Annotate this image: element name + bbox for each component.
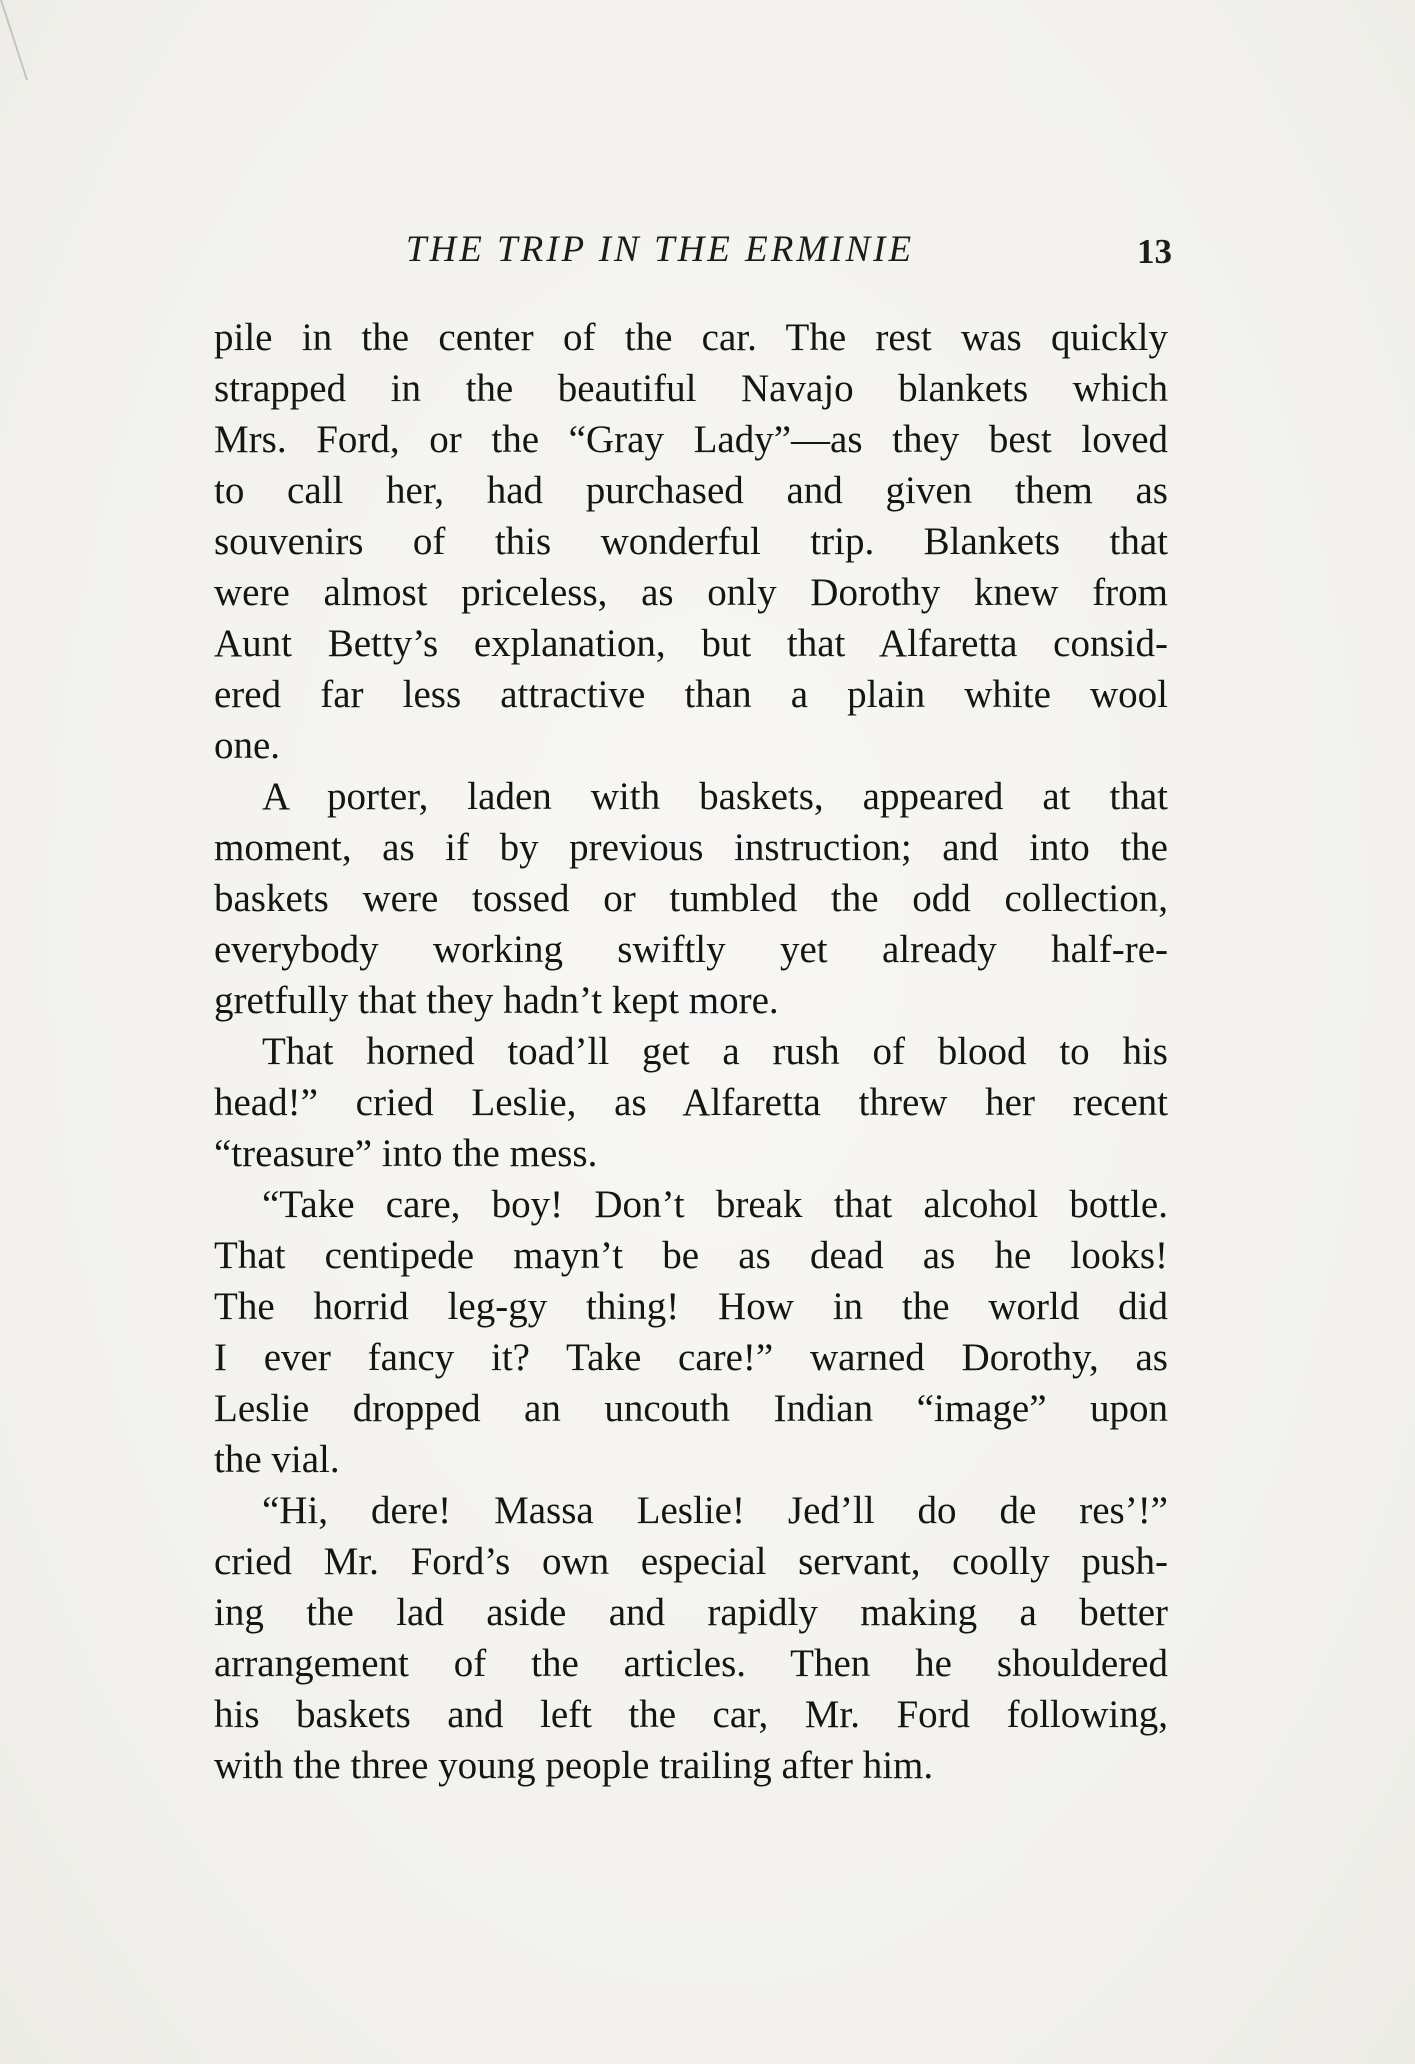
text-line: “treasure” into the mess. <box>214 1132 598 1175</box>
paragraph <box>214 312 1168 771</box>
text-line: moment, as if by previous instruction; and into the <box>214 826 1168 869</box>
body-text <box>214 312 1168 1791</box>
text-line: cried Mr. Ford’s own especial servant, coolly push- <box>214 1540 1168 1583</box>
text-line: ered far less attractive than a plain white wool <box>214 673 1168 716</box>
text-line: Aunt Betty’s explanation, but that Alfaretta consid- <box>214 622 1168 665</box>
text-line: “Take care, boy! Don’t break that alcohol bottle. <box>262 1183 1168 1226</box>
text-line: Leslie dropped an uncouth Indian “image” upon <box>214 1387 1168 1430</box>
text-line: his baskets and left the car, Mr. Ford following, <box>214 1693 1168 1736</box>
paragraph <box>214 1179 1168 1485</box>
text-line: were almost priceless, as only Dorothy knew from <box>214 571 1168 614</box>
text-line: “Hi, dere! Massa Leslie! Jed’ll do de res’!” <box>262 1489 1168 1532</box>
text-line: souvenirs of this wonderful trip. Blankets that <box>214 520 1168 563</box>
text-line: Mrs. Ford, or the “Gray Lady”—as they best loved <box>214 418 1168 461</box>
text-line: gretfully that they hadn’t kept more. <box>214 979 779 1022</box>
running-title: THE TRIP IN THE ERMINIE <box>405 229 915 270</box>
text-line: to call her, had purchased and given them as <box>214 469 1168 512</box>
paragraph <box>214 771 1168 1026</box>
paragraph <box>214 1485 1168 1791</box>
text-line: The horrid leg-gy thing! How in the world did <box>214 1285 1168 1328</box>
text-line: everybody working swiftly yet already half-re- <box>214 928 1168 971</box>
page-edge-mark <box>0 0 68 80</box>
text-line: one. <box>214 724 281 767</box>
paragraph <box>214 1026 1168 1179</box>
text-line: the vial. <box>214 1438 340 1481</box>
text-line: That centipede mayn’t be as dead as he looks! <box>214 1234 1168 1277</box>
text-line: I ever fancy it? Take care!” warned Dorothy, as <box>214 1336 1168 1379</box>
running-head <box>210 228 1180 276</box>
text-line: arrangement of the articles. Then he shouldered <box>214 1642 1168 1685</box>
text-line: pile in the center of the car. The rest was quickly <box>214 316 1168 359</box>
text-line: with the three young people trailing after him. <box>214 1744 934 1787</box>
text-line: strapped in the beautiful Navajo blankets which <box>214 367 1168 410</box>
page-number: 13 <box>1137 232 1172 271</box>
text-line: ing the lad aside and rapidly making a better <box>214 1591 1168 1634</box>
text-line: head!” cried Leslie, as Alfaretta threw her recent <box>214 1081 1168 1124</box>
text-line: baskets were tossed or tumbled the odd collection, <box>214 877 1168 920</box>
text-line: A porter, laden with baskets, appeared at that <box>262 775 1168 818</box>
text-line: That horned toad’ll get a rush of blood to his <box>262 1030 1168 1073</box>
